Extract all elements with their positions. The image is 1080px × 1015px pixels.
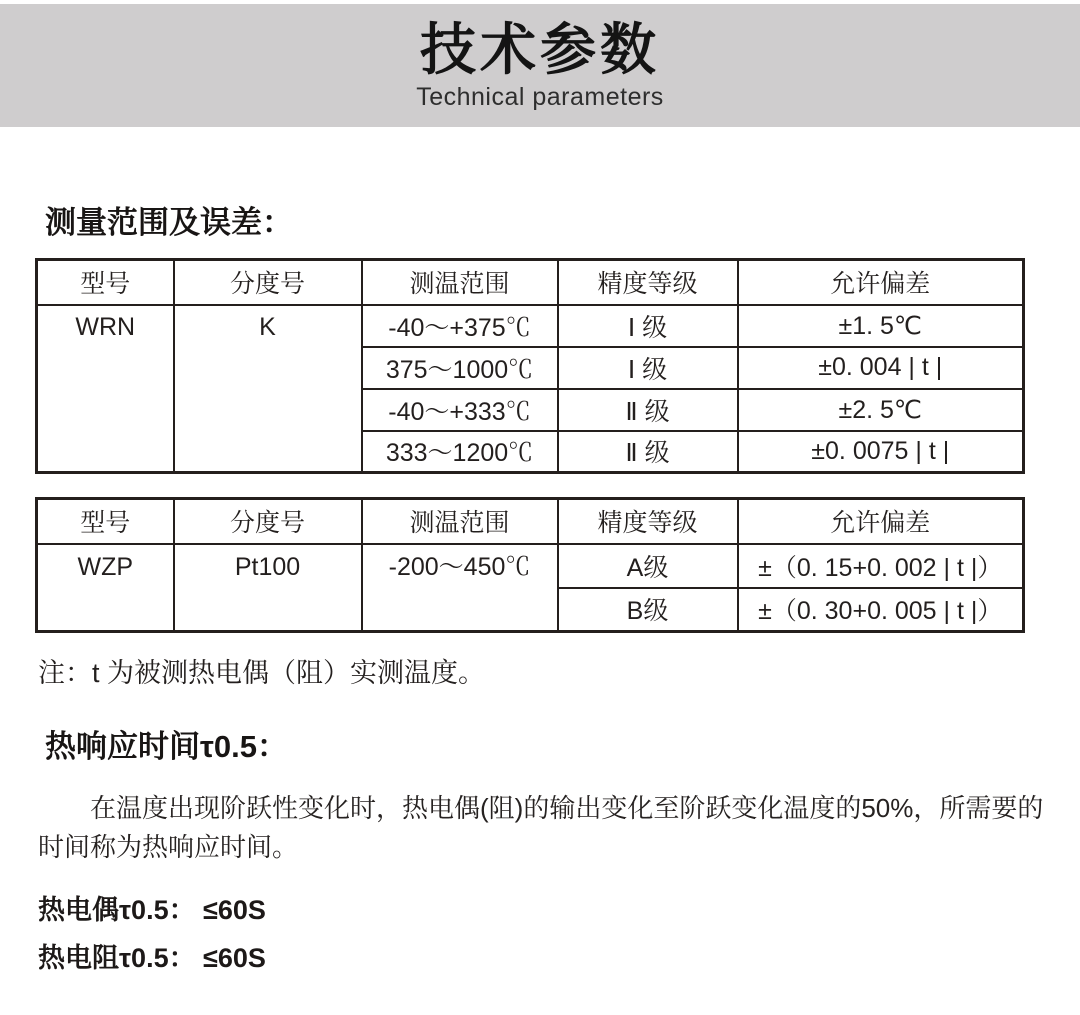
range-cell: -40～+333℃ <box>362 389 558 431</box>
model-cell: WZP <box>37 544 174 632</box>
table-header-row <box>37 260 1024 305</box>
table-footnote: 注：t 为被测热电偶（阻）实测温度。 <box>38 658 486 688</box>
col-header-graduation: 分度号 <box>174 499 362 544</box>
deviation-cell: ±2. 5℃ <box>738 389 1024 431</box>
range-cell: 333～1200℃ <box>362 431 558 473</box>
section-heading-measurement: 测量范围及误差： <box>45 205 293 240</box>
deviation-cell: ±1. 5℃ <box>738 305 1024 347</box>
table-row <box>37 544 1024 588</box>
col-header-model: 型号 <box>37 499 174 544</box>
grade-cell: B级 <box>558 588 738 632</box>
range-cell: -40～+375℃ <box>362 305 558 347</box>
col-header-accuracy: 精度等级 <box>558 260 738 305</box>
deviation-cell: ±（0. 15+0. 002 | t |） <box>738 544 1024 588</box>
table-row <box>37 305 1024 347</box>
rtd-spec-table <box>35 497 1025 633</box>
grade-cell: Ⅰ 级 <box>558 347 738 389</box>
section-heading-response-time: 热响应时间τ0.5： <box>45 729 288 764</box>
deviation-cell: ±（0. 30+0. 005 | t |） <box>738 588 1024 632</box>
col-header-range: 测温范围 <box>362 260 558 305</box>
table-header-row <box>37 499 1024 544</box>
response-time-paragraph: 在温度出现阶跃性变化时，热电偶(阻)的输出变化至阶跃变化温度的50%，所需要的时间称为热响应时间。 <box>38 793 1044 862</box>
col-header-deviation: 允许偏差 <box>738 499 1024 544</box>
range-cell: -200～450℃ <box>362 544 558 632</box>
range-cell: 375～1000℃ <box>362 347 558 389</box>
rtd-response-line: 热电阻τ0.5： ≤60S <box>38 943 266 973</box>
col-header-deviation: 允许偏差 <box>738 260 1024 305</box>
deviation-cell: ±0. 0075 | t | <box>738 431 1024 473</box>
grade-cell: Ⅱ 级 <box>558 431 738 473</box>
grade-cell: A级 <box>558 544 738 588</box>
col-header-model: 型号 <box>37 260 174 305</box>
grade-cell: Ⅱ 级 <box>558 389 738 431</box>
page-title: 技术参数 <box>420 18 660 81</box>
grade-cell: Ⅰ 级 <box>558 305 738 347</box>
page-subtitle: Technical parameters <box>416 83 664 111</box>
col-header-range: 测温范围 <box>362 499 558 544</box>
col-header-accuracy: 精度等级 <box>558 499 738 544</box>
deviation-cell: ±0. 004 | t | <box>738 347 1024 389</box>
col-header-graduation: 分度号 <box>174 260 362 305</box>
thermocouple-spec-table <box>35 258 1025 474</box>
graduation-cell: K <box>174 305 362 473</box>
thermocouple-response-line: 热电偶τ0.5： ≤60S <box>38 895 266 925</box>
page-header-band <box>0 4 1080 127</box>
graduation-cell: Pt100 <box>174 544 362 632</box>
model-cell: WRN <box>37 305 174 473</box>
